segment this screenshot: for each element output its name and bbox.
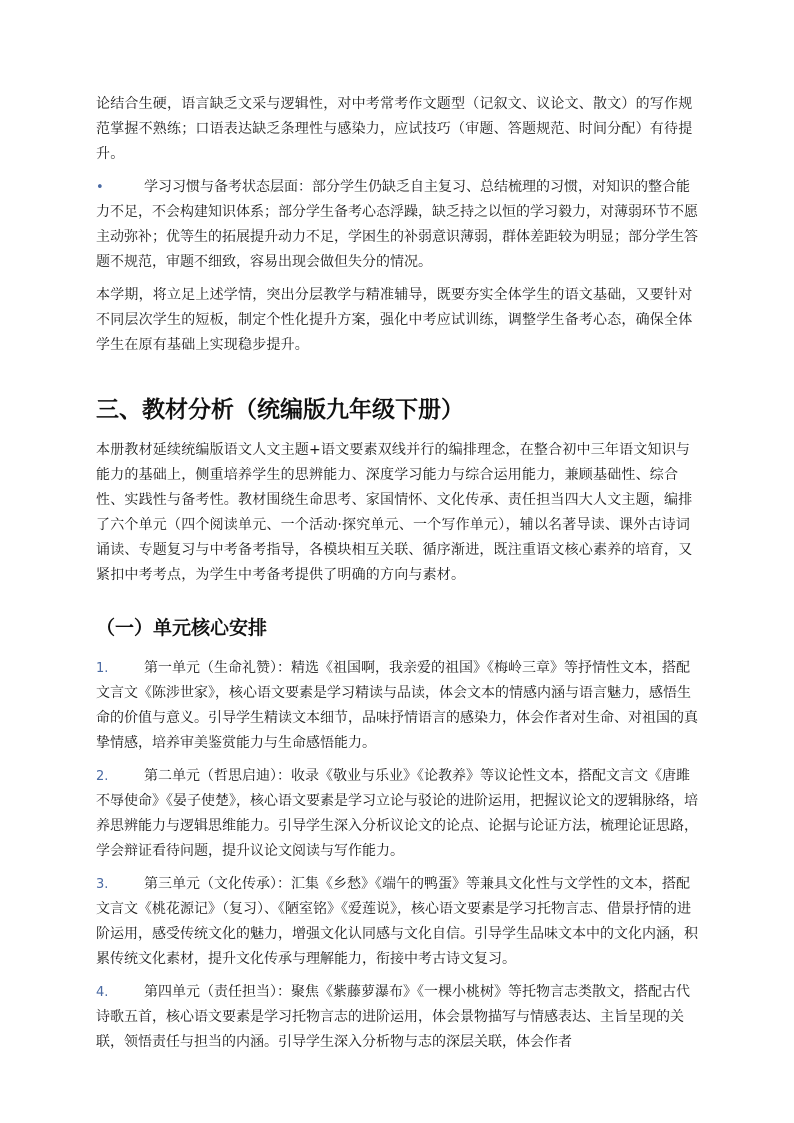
list-item-text: 第四单元（责任担当）：聚焦《紫藤萝瀑布》《一棵小桃树》等托物言志类散文，搭配古代诗歌五首，核心语文要素是学习托物言志的进阶运用，体会景物描写与情感表达、主旨呈现的关联，领悟责任与担当的内涵。引导学生深入分析物与志的深层关联，体会作者 bbox=[96, 984, 690, 1050]
list-number: 4. bbox=[96, 985, 109, 1000]
intro-paragraph-tail: 论结合生硬，语言缺乏文采与逻辑性，对中考常考作文题型（记叙文、议论文、散文）的写作规范掌握不熟练；口语表达缺乏条理性与感染力，应试技巧（审题、答题规范、时间分配）有待提升。 bbox=[96, 96, 693, 162]
list-number: 1. bbox=[96, 661, 109, 676]
bullet-text: 学习习惯与备考状态层面：部分学生仍缺乏自主复习、总结梳理的习惯，对知识的整合能力不足，不会构建知识体系；部分学生备考心态浮躁，缺乏持之以恒的学习毅力，对薄弱环节不愿主动弥补；优等生的拓展提升动力不足，学困生的补弱意识薄弱，群体差距较为明显；部分学生答题不规范，审题不细致，容易出现会做但失分的情况。 bbox=[96, 179, 698, 270]
bullet-item-habits bbox=[96, 175, 698, 275]
list-item-text: 第一单元（生命礼赞）：精选《祖国啊，我亲爱的祖国》《梅岭三章》等抒情性文本，搭配文言文《陈涉世家》，核心语文要素是学习精读与品读，体会文本的情感内涵与语言魅力，感悟生命的价值与意义。引导学生精读文本细节，品味抒情语言的感染力，体会作者对生命、对祖国的真挚情感，培养审美鉴赏能力与生命感悟能力。 bbox=[96, 660, 698, 751]
list-item bbox=[96, 980, 698, 1055]
list-number: 3. bbox=[96, 877, 109, 892]
list-item bbox=[96, 872, 698, 972]
section-heading: 三、教材分析（统编版九年级下册） bbox=[96, 397, 464, 423]
list-item bbox=[96, 656, 698, 756]
list-number: 2. bbox=[96, 769, 109, 784]
section-paragraph: 本册教材延续统编版语文人文主题+语文要素双线并行的编排理念，在整合初中三年语文知识与能力的基础上，侧重培养学生的思辨能力、深度学习能力与综合运用能力，兼顾基础性、综合性、实践性与备考性。教材围绕生命思考、家国情怀、文化传承、责任担当四大人文主题，编排了六个单元（四个阅读单元、一个活动·探究单元、一个写作单元），辅以名著导读、课外古诗词诵读、专题复习与中考备考指导，各模块相互关联、循序渐进，既注重语文核心素养的培育，又紧扣中考考点，为学生中考备考提供了明确的方向与素材。 bbox=[96, 442, 693, 583]
list-item-text: 第三单元（文化传承）：汇集《乡愁》《端午的鸭蛋》等兼具文化性与文学性的文本，搭配文言文《桃花源记》（复习）、《陋室铭》《爱莲说》，核心语文要素是学习托物言志、借景抒情的进阶运用，感受传统文化的魅力，增强文化认同感与文化自信。引导学生品味文本中的文化内涵，积累传统文化素材，提升文化传承与理解能力，衔接中考古诗文复习。 bbox=[96, 876, 698, 967]
list-item-text: 第二单元（哲思启迪）：收录《敬业与乐业》《论教养》等议论性文本，搭配文言文《唐雎不辱使命》《晏子使楚》，核心语文要素是学习立论与驳论的进阶运用，把握议论文的逻辑脉络，培养思辨能力与逻辑思维能力。引导学生深入分析议论文的论点、论据与论证方法，梳理论证思路，学会辩证看待问题，提升议论文阅读与写作能力。 bbox=[96, 768, 698, 859]
summary-paragraph: 本学期，将立足上述学情，突出分层教学与精准辅导，既要夯实全体学生的语文基础，又要针对不同层次学生的短板，制定个性化提升方案，强化中考应试训练，调整学生备考心态，确保全体学生在原有基础上实现稳步提升。 bbox=[96, 287, 693, 353]
list-item bbox=[96, 764, 698, 864]
bullet-marker: • bbox=[96, 180, 104, 195]
subsection-heading: （一）单元核心安排 bbox=[96, 617, 268, 639]
